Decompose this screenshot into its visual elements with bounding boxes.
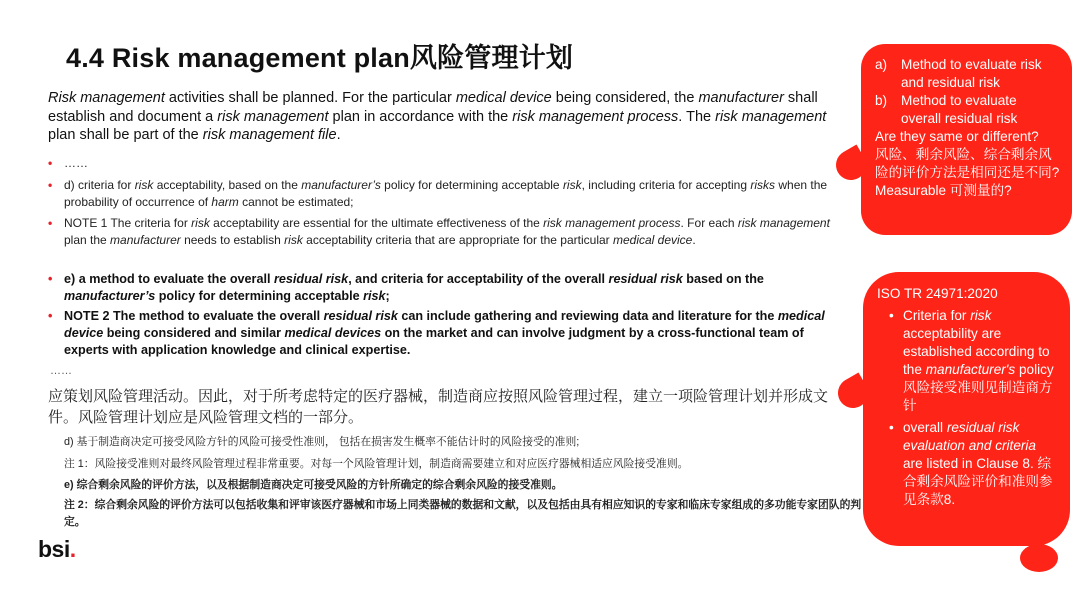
italic-term: risk management process [543,216,681,230]
logo-text: bsi [38,536,70,562]
text-run: , and criteria for acceptability of the overall [348,272,609,286]
list-marker: b) [875,93,888,108]
intro-paragraph [48,89,856,145]
italic-term: risk [562,178,582,192]
bullet-item-note-1 [48,215,848,248]
text-run: policy for determining acceptable [155,289,364,303]
italic-term: residual risk [273,272,349,286]
italic-term: Risk management [48,90,165,106]
callout-bubble-questions [861,44,1072,235]
bullet-dot: • [48,309,53,323]
italic-term: risk management process [512,108,679,125]
text-run: . For each [680,216,738,230]
callout-list-item [877,419,1058,509]
list-text [903,307,1058,415]
italic-term: risk management [217,108,329,125]
callout-list-item [877,307,1058,415]
logo-dot: . [69,536,76,562]
list-marker: a) [875,57,888,72]
italic-term: manufacturer [110,232,181,247]
callout-list-item [875,92,1060,128]
list-marker: • [889,308,894,323]
italic-term: manufacturer [698,90,784,106]
callout-measurable: Measurable 可测量的? [875,183,1012,198]
cn-line-note-1: 注 1：风险接受准则对最终风险管理过程非常重要。对每一个风险管理计划，制造商需要建立和对应医疗器械相适应风险接受准则。 [64,458,689,470]
bullet-item-note-2 [48,308,848,359]
text-run: policy 风险接受准则见制造商方针 [903,362,1054,413]
text-run: cannot be estimated; [238,194,354,209]
text-run: overall [903,420,947,435]
italic-term: residual risk evaluation and criteria [903,420,1036,453]
text-run: acceptability are established according to the [903,326,1050,377]
bullet-text [64,309,825,357]
bullet-item [48,155,848,172]
slide-title: 4.4 Risk management plan风险管理计划 [66,43,574,73]
text-run: d) criteria for [64,178,135,192]
text-run: . [336,127,341,143]
text-run: when the probability of occurrence of [64,178,828,209]
italic-term: risk [363,289,386,303]
italic-term: medical device [455,90,552,106]
text-run: acceptability criteria that are appropriate for the particular [302,232,613,247]
text-run: NOTE 1 The criteria for [64,216,192,230]
text-run: policy for determining acceptable [380,178,563,192]
italic-term: risk management file [202,127,337,143]
list-text: Method to evaluate risk and residual risk [901,57,1042,90]
italic-term: harm [211,194,239,209]
callout-question: Are they same or different? [875,129,1039,144]
italic-term: medical devices [284,326,382,340]
text-run: NOTE 2 The method to evaluate the overall [64,309,324,323]
text-run: e) a method to evaluate the overall [64,272,274,286]
text-run: can include gathering and reviewing data and literature for the [397,309,778,323]
italic-term: risk management [715,108,827,125]
italic-term: residual risk [323,309,398,323]
list-text [903,419,1058,509]
italic-term: medical device [612,232,693,247]
bullet-dot: • [48,216,53,230]
bsi-logo [38,536,76,563]
ellipsis: …… [50,365,72,377]
text-run: . The [678,108,716,125]
italic-term: manufacturer’s [301,178,381,192]
italic-term: risk [284,232,303,247]
text-run: being considered and similar [103,326,285,340]
text-run: being considered, the [551,90,699,106]
italic-term: residual risk [608,272,683,286]
bullet-item-criteria-d [48,177,848,210]
bullet-text [64,178,827,209]
text-run: plan shall be part of the [48,127,203,143]
text-run: . [692,232,696,247]
text-run: on the market and can involve judgment by a cross-functional team of experts with application knowledge and clinical expertise. [64,326,804,357]
text-run: ; [385,289,390,303]
bullet-text [64,216,830,247]
bullet-text [64,272,764,303]
text-run: , including criteria for accepting [581,178,751,192]
cn-line-d: d) 基于制造商决定可接受风险方针的风险可接受性准则， 包括在损害发生概率不能估计时的风险接受的准则; [64,436,580,448]
callout-heading: ISO TR 24971:2020 [877,286,998,301]
bullet-dot: • [48,156,53,170]
cn-line-e: e) 综合剩余风险的评价方法，以及根据制造商决定可接受风险的方针所确定的综合剩余风险的接受准则。 [64,479,563,491]
italic-term: manufacturer's [925,362,1016,377]
text-run: are listed in Clause 8. 综合剩余风险评价和准则参见条款8. [903,456,1053,507]
callout-list-item [875,56,1060,92]
cn-intro-paragraph: 应策划风险管理活动。因此，对于所考虑特定的医疗器械，制造商应按照风险管理过程，建立一项险管理计划并形成文件。风险管理计划应是风险管理文档的一部分。 [48,388,829,426]
decorative-blob [1020,544,1058,572]
italic-term: risk management [737,216,830,230]
italic-term: manufacturer’s [64,289,156,303]
bullet-dot: • [48,272,53,286]
text-run: acceptability, based on the [153,178,302,192]
text-run: acceptability are essential for the ultimate effectiveness of the [209,216,544,230]
bullet-dot: • [48,178,53,192]
text-run: shall establish and document a [48,90,818,125]
text-run: plan in accordance with the [328,108,513,125]
italic-term: risk [970,308,992,323]
bullet-text [64,156,88,170]
cn-line-note-2: 注 2：综合剩余风险的评价方法可以包括收集和评审该医疗器械和市场上同类器械的数据和文献，以及包括由具有相应知识的专家和临床专家组成的多功能专家团队的判定。 [64,499,862,528]
italic-term: medical device [64,309,825,340]
italic-term: risks [750,178,776,192]
text-run: Criteria for [903,308,971,323]
italic-term: risk [191,216,210,230]
bullet-item-method-e [48,271,848,305]
list-marker: • [889,420,894,435]
list-text: Method to evaluate overall residual risk [901,93,1018,126]
callout-bubble-iso [863,272,1070,546]
text-run: needs to establish [180,232,285,247]
callout-question-cn: 风险、剩余风险、综合剩余风险的评价方法是相同还是不同? [875,147,1060,180]
text-run: based on the [682,272,764,286]
text-run: activities shall be planned. For the particular [164,90,456,106]
italic-term: risk [134,178,154,192]
text-run: …… [64,156,88,170]
text-run: plan the [64,232,111,247]
